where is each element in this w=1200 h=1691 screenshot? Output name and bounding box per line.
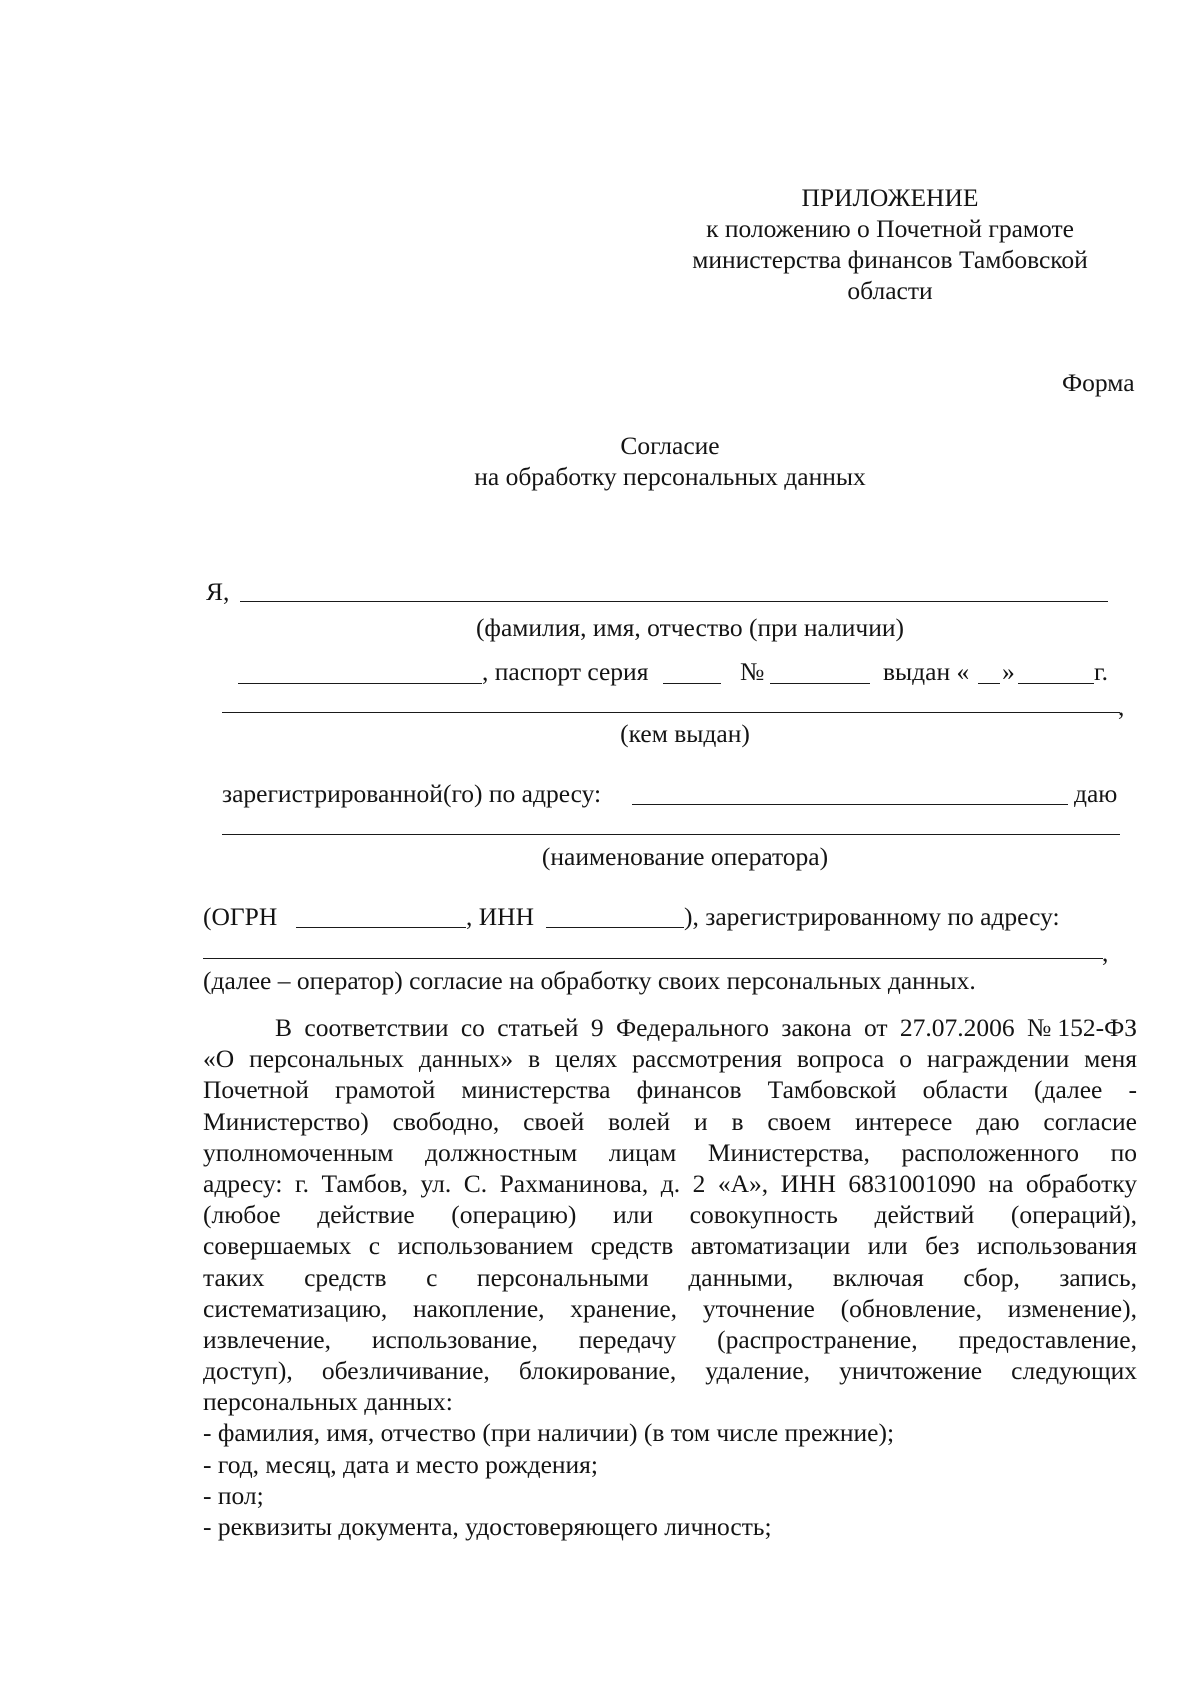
operator-address-comma: , — [1102, 938, 1109, 967]
registered-to-label: ), зарегистрированному по адресу: — [684, 902, 1060, 931]
paragraph-line: систематизацию, накопление, хранение, уточнение (обновление, изменение), — [203, 1293, 1137, 1323]
operator-blank-line[interactable] — [222, 834, 1120, 835]
list-item: - пол; — [203, 1480, 264, 1510]
inn-blank[interactable] — [546, 927, 684, 928]
appendix-line-1: к положению о Почетной грамоте — [706, 214, 1074, 243]
paragraph-line: таких средств с персональными данными, включая сбор, запись, — [203, 1262, 1137, 1292]
registered-address-label: зарегистрированной(го) по адресу: — [222, 779, 602, 808]
paragraph-line: извлечение, использование, передачу (распространение, предоставление, — [203, 1324, 1137, 1354]
paragraph-line: Министерство) свободно, своей волей и в своем интересе даю согласие — [203, 1106, 1137, 1136]
further-text: (далее – оператор) согласие на обработку своих персональных данных. — [203, 966, 976, 995]
doc-title-line-2: на обработку персональных данных — [474, 462, 866, 491]
ogrn-blank[interactable] — [296, 927, 466, 928]
ya-label: Я, — [206, 577, 230, 606]
issued-by-blank-line[interactable] — [222, 712, 1120, 713]
appendix-title: ПРИЛОЖЕНИЕ — [801, 183, 979, 212]
passport-series-label: , паспорт серия — [482, 657, 649, 686]
fio-blank-line[interactable] — [240, 601, 1108, 602]
give-label: даю — [1074, 779, 1118, 808]
inn-label: , ИНН — [466, 902, 534, 931]
issued-by-comma: , — [1118, 692, 1125, 721]
operator-address-blank-line[interactable] — [203, 958, 1103, 959]
list-item: - фамилия, имя, отчество (при наличии) (в том числе прежние); — [203, 1418, 895, 1448]
consent-paragraph — [203, 1012, 1137, 1542]
appendix-line-2: министерства финансов Тамбовской — [692, 245, 1088, 274]
fio-caption: (фамилия, имя, отчество (при наличии) — [475, 613, 905, 642]
birth-blank-line[interactable] — [238, 683, 482, 684]
appendix-line-3: области — [847, 276, 933, 305]
doc-title-line-1: Согласие — [620, 431, 720, 460]
paragraph-line: В соответствии со статьей 9 Федерального закона от 27.07.2006 №152-ФЗ — [275, 1013, 1137, 1042]
year-abbrev: г. — [1094, 657, 1108, 686]
operator-caption: (наименование оператора) — [541, 842, 829, 871]
paragraph-line: (любое действие (операцию) или совокупность действий (операций), — [203, 1200, 1137, 1230]
issued-quote-close: » — [1002, 657, 1015, 686]
paragraph-line: уполномоченным должностным лицам Министерства, расположенного по — [203, 1137, 1137, 1167]
paragraph-line: совершаемых с использованием средств автоматизации или без использования — [203, 1231, 1137, 1261]
issued-label: выдан « — [883, 657, 970, 686]
issued-day-blank[interactable] — [978, 683, 1000, 684]
paragraph-line: адресу: г. Тамбов, ул. С. Рахманинова, д. 2 «А», ИНН 6831001090 на обработку — [203, 1168, 1137, 1198]
address-blank-line[interactable] — [632, 804, 1068, 805]
issued-by-caption: (кем выдан) — [620, 719, 750, 748]
paragraph-line: «О персональных данных» в целях рассмотрения вопроса о награждении меня — [203, 1044, 1137, 1074]
number-sign: № — [740, 657, 765, 686]
list-item: - год, месяц, дата и место рождения; — [203, 1449, 598, 1479]
issued-month-blank[interactable] — [1018, 683, 1094, 684]
passport-number-blank[interactable] — [770, 683, 870, 684]
passport-series-blank[interactable] — [663, 683, 721, 684]
paragraph-line: Почетной грамотой министерства финансов Тамбовской области (далее - — [203, 1075, 1137, 1105]
form-label: Форма — [1062, 368, 1135, 397]
list-item: - реквизиты документа, удостоверяющего личность; — [203, 1512, 772, 1541]
paragraph-last-line: персональных данных: — [203, 1387, 453, 1417]
ogrn-label: (ОГРН — [203, 902, 278, 931]
paragraph-line: доступ), обезличивание, блокирование, удаление, уничтожение следующих — [203, 1356, 1137, 1386]
